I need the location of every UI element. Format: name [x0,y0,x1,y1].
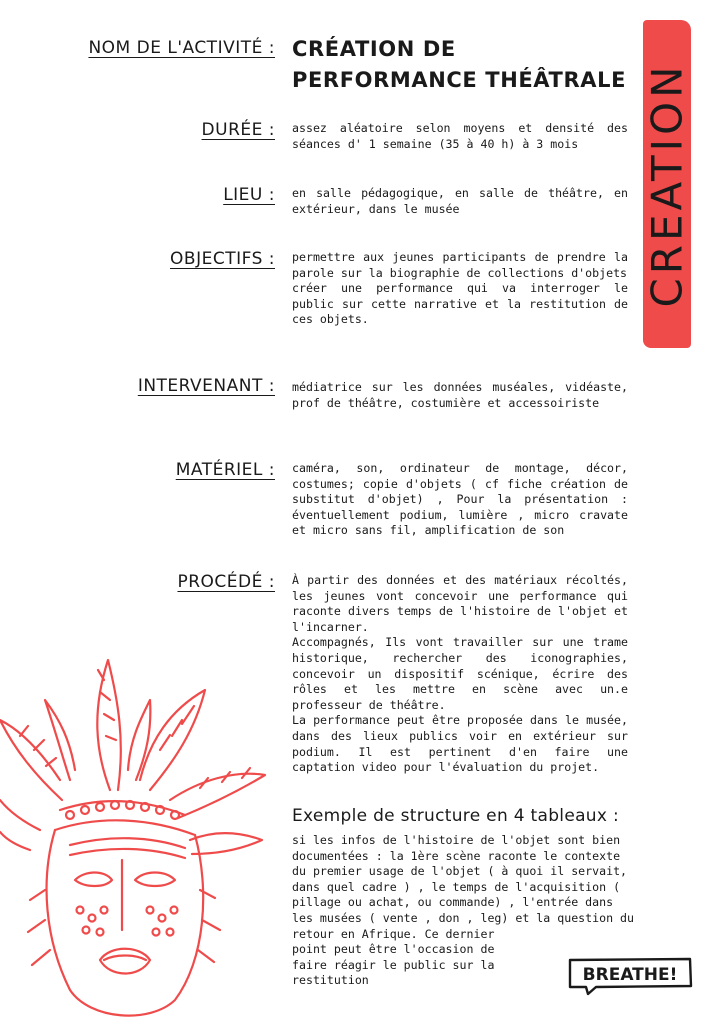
exemple-line: du premier usage de l'objet ( à quoi il servait, [292,864,628,879]
procede-para-3: La performance peut être proposée dans le musée, dans des lieux publics voir en extérieur sur podium. Il est pertinent d'en faire une captation video pour l'évaluation du projet. [292,713,628,775]
exemple-heading: Exemple de structure en 4 tableaux : [292,806,619,826]
exemple-line: faire réagir le public sur la [292,957,495,972]
exemple-line: restitution [292,973,369,988]
materiel-value: caméra, son, ordinateur de montage, décor, costumes; copie d'objets ( cf fiche création de substitut d'objet) , Pour la présentation : éventuellement podium, lumière , micro cravate et micro sans fil, amplification de son [292,461,628,538]
exemple-line: point peut être l'occasion de [292,942,495,957]
category-label: CREATION [642,62,692,308]
objectif-1: permettre aux jeunes participants de prendre la parole sur la biographie de collections d'objets [292,250,628,280]
exemple-line: documentées : la 1ère scène raconte le contexte [292,848,621,863]
objectif-2: créer une performance qui va interroger le public sur cette narrative et la restitution de ces objets. [292,281,628,327]
exemple-line: retour en Afrique. Ce dernier [292,926,495,941]
procede-value [292,573,628,776]
exemple-line: pillage ou achat, ou commande) , l'entrée dans [292,895,614,910]
exemple-line: si les infos de l'histoire de l'objet sont bien [292,833,621,847]
procede-para-2: Accompagnés, Ils vont travailler sur une trame historique, rechercher des iconographies, concevoir un dispositif scénique, écrire des rôles et les mettre en scène avec un.e professeur de théâtre. [292,635,628,712]
duree-label: DURÉE : [201,120,275,140]
procede-label: PROCÉDÉ : [177,572,275,592]
breathe-logo [566,956,694,996]
nom-label: NOM DE L'ACTIVITÉ : [88,38,275,58]
procede-para-1: À partir des données et des matériaux récoltés, les jeunes vont concevoir une performance qui raconte divers temps de l'histoire de l'objet et l'incarner. [292,573,628,634]
intervenant-value: médiatrice sur les données muséales, vidéaste, prof de théâtre, costumière et accessoiriste [292,380,628,410]
lieu-value: en salle pédagogique, en salle de théâtre, en extérieur, dans le musée [292,186,628,216]
exemple-line: les musées ( vente , don , leg) et la question du [292,910,635,925]
page-title: CRÉATION DE PERFORMANCE THÉÂTRALE [292,37,627,92]
logo-text: BREATHE! [582,965,678,985]
mask-illustration [0,640,300,1024]
objectifs-label: OBJECTIFS : [170,249,275,269]
exemple-line: dans quel cadre ) , le temps de l'acquisition ( [292,879,621,894]
objectifs-value [292,250,628,328]
intervenant-label: INTERVENANT : [137,376,275,396]
duree-value: assez aléatoire selon moyens et densité des séances d' 1 semaine (35 à 40 h) à 3 mois [292,121,628,151]
lieu-label: LIEU : [223,185,275,205]
materiel-label: MATÉRIEL : [175,460,275,480]
